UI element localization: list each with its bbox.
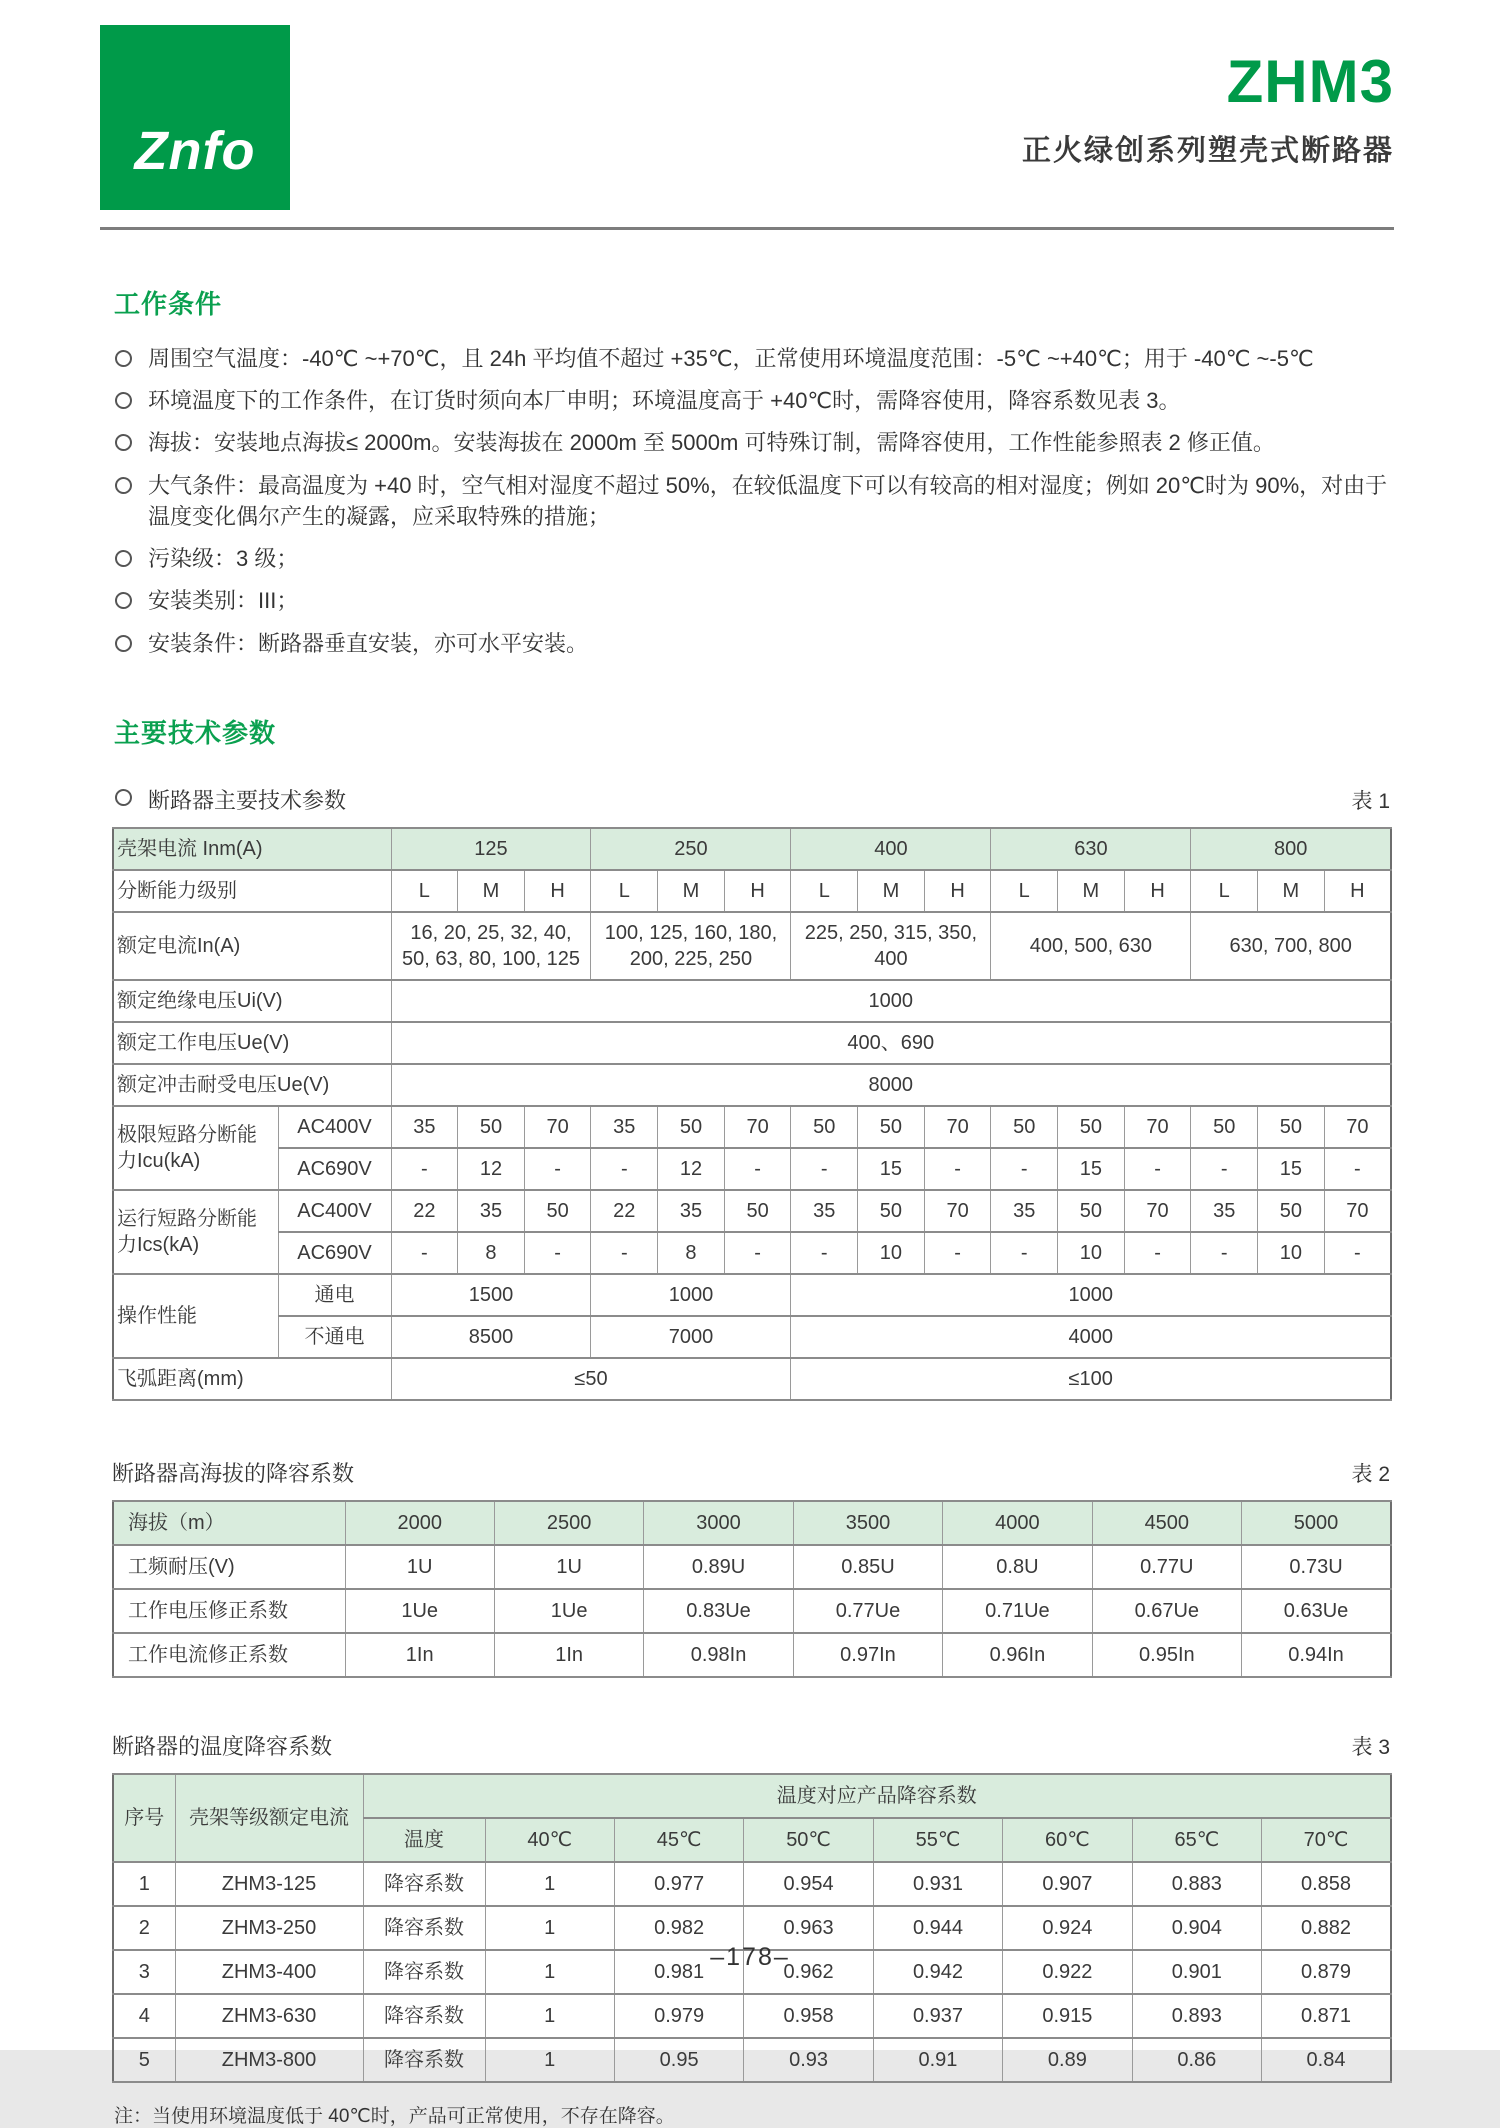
cell: 0.977 <box>614 1862 743 1906</box>
cell: 0.73U <box>1242 1545 1391 1589</box>
cell: 1 <box>485 2038 614 2082</box>
cell: 8500 <box>391 1316 591 1358</box>
header-cell: 3500 <box>793 1501 942 1545</box>
cell: 70 <box>524 1106 591 1148</box>
cell: 4000 <box>791 1316 1391 1358</box>
list-item-text: 环境温度下的工作条件，在订货时须向本厂申明；环境温度高于 +40℃时，需降容使用，降容系数见表 3。 <box>148 388 1181 414</box>
list-item-text: 周围空气温度：-40℃ ~+70℃，且 24h 平均值不超过 +35℃，正常使用环境温度范围：-5℃ ~+40℃；用于 -40℃ ~-5℃ <box>148 346 1314 371</box>
cell: 2 <box>113 1906 175 1950</box>
cell: 5 <box>113 2038 175 2082</box>
table-row <box>113 1358 1391 1400</box>
cell: 1 <box>113 1862 175 1906</box>
cell: L <box>591 870 658 912</box>
header-cell: 55℃ <box>873 1818 1002 1862</box>
header-cell: 温度对应产品降容系数 <box>363 1774 1391 1818</box>
product-model-title: ZHM3 <box>1226 48 1394 115</box>
cell: 400, 500, 630 <box>991 912 1191 980</box>
list-item-text: 海拔：安装地点海拔≤ 2000m。安装海拔在 2000m 至 5000m 可特殊订制，需降容使用，工作性能参照表 2 修正值。 <box>148 430 1275 456</box>
cell: H <box>1124 870 1191 912</box>
cell: 22 <box>391 1190 458 1232</box>
cell: 1000 <box>391 980 1391 1022</box>
cell: - <box>791 1148 858 1190</box>
cell: M <box>1258 870 1325 912</box>
header-cell: 40℃ <box>485 1818 614 1862</box>
cell: 50 <box>1258 1190 1325 1232</box>
cell: - <box>991 1232 1058 1274</box>
cell: 1U <box>494 1545 643 1589</box>
cell: - <box>1191 1148 1258 1190</box>
cell: 1In <box>494 1633 643 1677</box>
header-cell: 800 <box>1191 828 1391 870</box>
cell: 35 <box>791 1190 858 1232</box>
table-row <box>113 1316 1391 1358</box>
cell: 50 <box>991 1106 1058 1148</box>
cell: 15 <box>1058 1148 1125 1190</box>
cell: 0.979 <box>614 1994 743 2038</box>
header-cell: 4500 <box>1092 1501 1241 1545</box>
cell: 10 <box>1058 1232 1125 1274</box>
cell: 50 <box>858 1106 925 1148</box>
page-number: –178– <box>710 1943 790 1971</box>
cell: 12 <box>658 1148 725 1190</box>
header-cell: 3000 <box>644 1501 793 1545</box>
cell: 8000 <box>391 1064 1391 1106</box>
row-label-cell: 工作电流修正系数 <box>113 1633 345 1677</box>
circle-bullet-icon <box>115 477 132 494</box>
cell: 0.77Ue <box>793 1589 942 1633</box>
cell: 50 <box>658 1106 725 1148</box>
temperature-derating-table <box>112 1773 1392 2083</box>
cell: 3 <box>113 1950 175 1994</box>
row-label-cell: 分断能力级别 <box>113 870 391 912</box>
cell: - <box>524 1232 591 1274</box>
row-label-cell: 工作电压修正系数 <box>113 1589 345 1633</box>
row-label-cell: 操作性能 <box>113 1274 278 1358</box>
cell: 70 <box>1324 1190 1391 1232</box>
header-divider <box>100 227 1394 230</box>
cell: 0.93 <box>744 2038 873 2082</box>
cell: ZHM3-125 <box>175 1862 363 1906</box>
cell: 0.883 <box>1132 1862 1261 1906</box>
row-sublabel-cell: 不通电 <box>278 1316 391 1358</box>
header-cell: 序号 <box>113 1774 175 1862</box>
cell: 35 <box>991 1190 1058 1232</box>
cell: 35 <box>591 1106 658 1148</box>
cell: ZHM3-250 <box>175 1906 363 1950</box>
cell: 0.942 <box>873 1950 1002 1994</box>
cell: 降容系数 <box>363 1950 485 1994</box>
cell: 0.84 <box>1262 2038 1391 2082</box>
cell: - <box>791 1232 858 1274</box>
cell: 8 <box>458 1232 525 1274</box>
cell: ≤100 <box>791 1358 1391 1400</box>
table-row <box>113 1501 1391 1545</box>
list-item <box>112 470 1392 532</box>
cell: M <box>458 870 525 912</box>
list-item-text: 大气条件：最高温度为 +40 时，空气相对湿度不超过 50%，在较低温度下可以有较高的相对湿度；例如 20℃时为 90%，对由于温度变化偶尔产生的凝露，应采取特殊的措施； <box>148 472 1388 529</box>
cell: 0.904 <box>1132 1906 1261 1950</box>
table1-caption-text: 断路器主要技术参数 <box>148 787 347 813</box>
cell: 1 <box>485 1994 614 2038</box>
table-row <box>113 1274 1391 1316</box>
table-row <box>113 980 1391 1022</box>
cell: - <box>1124 1148 1191 1190</box>
cell: 0.882 <box>1262 1906 1391 1950</box>
cell: 降容系数 <box>363 1862 485 1906</box>
list-item <box>112 628 1392 659</box>
cell: 0.8U <box>943 1545 1092 1589</box>
table-row <box>113 2038 1391 2082</box>
cell: 70 <box>724 1106 791 1148</box>
cell: 0.97In <box>793 1633 942 1677</box>
header-cell: 2500 <box>494 1501 643 1545</box>
cell: 22 <box>591 1190 658 1232</box>
header-cell: 温度 <box>363 1818 485 1862</box>
row-sublabel-cell: AC690V <box>278 1232 391 1274</box>
cell: 100, 125, 160, 180, 200, 225, 250 <box>591 912 791 980</box>
row-label-cell: 工频耐压(V) <box>113 1545 345 1589</box>
table2-caption: 断路器高海拔的降容系数 <box>112 1460 355 1486</box>
row-label-cell: 额定绝缘电压Ui(V) <box>113 980 391 1022</box>
header-cell: 65℃ <box>1132 1818 1261 1862</box>
header-cell: 海拔（m） <box>113 1501 345 1545</box>
cell: 0.71Ue <box>943 1589 1092 1633</box>
page-content <box>112 284 1392 2128</box>
cell: 12 <box>458 1148 525 1190</box>
cell: L <box>391 870 458 912</box>
circle-bullet-icon <box>115 392 132 409</box>
cell: 0.89 <box>1003 2038 1132 2082</box>
table-row <box>113 1862 1391 1906</box>
list-item-text: 安装条件：断路器垂直安装，亦可水平安装。 <box>148 630 589 656</box>
cell: L <box>991 870 1058 912</box>
table3-tag: 表 3 <box>1351 1735 1390 1759</box>
cell: 7000 <box>591 1316 791 1358</box>
cell: 8 <box>658 1232 725 1274</box>
cell: - <box>591 1148 658 1190</box>
header-cell: 60℃ <box>1003 1818 1132 1862</box>
row-label-cell: 飞弧距离(mm) <box>113 1358 391 1400</box>
cell: 0.91 <box>873 2038 1002 2082</box>
circle-bullet-icon <box>115 592 132 609</box>
section-heading-working-conditions: 工作条件 <box>114 289 223 319</box>
table-row <box>113 1190 1391 1232</box>
row-sublabel-cell: AC400V <box>278 1190 391 1232</box>
cell: 0.95 <box>614 2038 743 2082</box>
cell: 1 <box>485 1950 614 1994</box>
cell: 0.901 <box>1132 1950 1261 1994</box>
cell: ZHM3-800 <box>175 2038 363 2082</box>
cell: 1Ue <box>345 1589 494 1633</box>
table1-caption-row <box>112 784 1392 815</box>
cell: 降容系数 <box>363 1906 485 1950</box>
cell: - <box>724 1148 791 1190</box>
row-label-cell: 运行短路分断能力Ics(kA) <box>113 1190 278 1274</box>
cell: 50 <box>524 1190 591 1232</box>
cell: - <box>724 1232 791 1274</box>
altitude-derating-table <box>112 1500 1392 1678</box>
table-row <box>113 1232 1391 1274</box>
cell: 0.96In <box>943 1633 1092 1677</box>
cell: 0.893 <box>1132 1994 1261 2038</box>
cell: M <box>858 870 925 912</box>
table2-caption-row <box>112 1457 1392 1488</box>
table-row <box>113 1994 1391 2038</box>
brand-logo <box>100 25 290 210</box>
row-sublabel-cell: AC400V <box>278 1106 391 1148</box>
cell: 35 <box>391 1106 458 1148</box>
cell: 0.879 <box>1262 1950 1391 1994</box>
table-row <box>113 1589 1391 1633</box>
list-item <box>112 427 1392 458</box>
cell: ≤50 <box>391 1358 791 1400</box>
cell: 50 <box>858 1190 925 1232</box>
circle-bullet-icon <box>115 350 132 367</box>
cell: 50 <box>1058 1106 1125 1148</box>
cell: 0.77U <box>1092 1545 1241 1589</box>
cell: - <box>391 1232 458 1274</box>
circle-bullet-icon <box>115 434 132 451</box>
cell: M <box>1058 870 1125 912</box>
cell: 10 <box>858 1232 925 1274</box>
table3-caption: 断路器的温度降容系数 <box>112 1733 333 1759</box>
cell: 35 <box>1191 1190 1258 1232</box>
cell: 70 <box>924 1190 991 1232</box>
cell: 0.83Ue <box>644 1589 793 1633</box>
cell: - <box>924 1148 991 1190</box>
cell: 0.962 <box>744 1950 873 1994</box>
page-header <box>0 0 1500 230</box>
list-item <box>112 343 1392 374</box>
table-row <box>113 1022 1391 1064</box>
cell: 0.954 <box>744 1862 873 1906</box>
cell: 0.915 <box>1003 1994 1132 2038</box>
cell: 50 <box>791 1106 858 1148</box>
cell: H <box>1324 870 1391 912</box>
header-cell: 2000 <box>345 1501 494 1545</box>
cell: 0.931 <box>873 1862 1002 1906</box>
cell: - <box>591 1232 658 1274</box>
cell: 50 <box>1258 1106 1325 1148</box>
cell: 0.95In <box>1092 1633 1241 1677</box>
cell: 0.982 <box>614 1906 743 1950</box>
cell: 50 <box>458 1106 525 1148</box>
cell: - <box>391 1148 458 1190</box>
cell: 0.937 <box>873 1994 1002 2038</box>
cell: - <box>991 1148 1058 1190</box>
cell: 1500 <box>391 1274 591 1316</box>
cell: H <box>524 870 591 912</box>
cell: 16, 20, 25, 32, 40, 50, 63, 80, 100, 125 <box>391 912 591 980</box>
cell: 50 <box>724 1190 791 1232</box>
cell: 10 <box>1258 1232 1325 1274</box>
cell: 降容系数 <box>363 1994 485 2038</box>
section-heading-tech-params: 主要技术参数 <box>114 717 277 748</box>
cell: 0.98In <box>644 1633 793 1677</box>
cell: ZHM3-630 <box>175 1994 363 2038</box>
cell: 70 <box>1124 1190 1191 1232</box>
list-item <box>112 385 1392 416</box>
circle-bullet-icon <box>115 635 132 652</box>
cell: L <box>791 870 858 912</box>
list-item-text: 污染级：3 级； <box>148 546 299 572</box>
cell: 0.981 <box>614 1950 743 1994</box>
table3-footnote: 注：当使用环境温度低于 40℃时，产品可正常使用，不存在降容。 <box>114 2105 675 2127</box>
cell: 1000 <box>791 1274 1391 1316</box>
cell: 0.85U <box>793 1545 942 1589</box>
row-label-cell: 额定冲击耐受电压Ue(V) <box>113 1064 391 1106</box>
cell: 1 <box>485 1906 614 1950</box>
cell: - <box>1191 1232 1258 1274</box>
cell: 0.94In <box>1242 1633 1391 1677</box>
tech-params-table <box>112 827 1392 1401</box>
cell: - <box>524 1148 591 1190</box>
table-row <box>113 1064 1391 1106</box>
cell: 630, 700, 800 <box>1191 912 1391 980</box>
cell: - <box>924 1232 991 1274</box>
header-cell: 50℃ <box>744 1818 873 1862</box>
table-row <box>113 828 1391 870</box>
cell: 15 <box>858 1148 925 1190</box>
header-cell: 4000 <box>943 1501 1092 1545</box>
table-row <box>113 1106 1391 1148</box>
cell: 1000 <box>591 1274 791 1316</box>
cell: - <box>1324 1232 1391 1274</box>
row-sublabel-cell: 通电 <box>278 1274 391 1316</box>
cell: 35 <box>458 1190 525 1232</box>
cell: 0.907 <box>1003 1862 1132 1906</box>
cell: 400、690 <box>391 1022 1391 1064</box>
circle-bullet-icon <box>115 550 132 567</box>
working-conditions-list <box>112 343 1392 659</box>
brand-logo-text: Znfo <box>134 121 256 181</box>
cell: M <box>658 870 725 912</box>
cell: 70 <box>924 1106 991 1148</box>
table-row <box>113 912 1391 980</box>
cell: 0.63Ue <box>1242 1589 1391 1633</box>
table1-tag: 表 1 <box>1351 789 1390 813</box>
cell: 15 <box>1258 1148 1325 1190</box>
table2-tag: 表 2 <box>1351 1462 1390 1486</box>
header-cell: 5000 <box>1242 1501 1391 1545</box>
cell: ZHM3-400 <box>175 1950 363 1994</box>
cell: 0.86 <box>1132 2038 1261 2082</box>
cell: 0.944 <box>873 1906 1002 1950</box>
table-row <box>113 1774 1391 1818</box>
cell: 0.922 <box>1003 1950 1132 1994</box>
cell: 50 <box>1058 1190 1125 1232</box>
table1-caption <box>112 784 346 815</box>
cell: 降容系数 <box>363 2038 485 2082</box>
header-cell: 壳架等级额定电流 <box>175 1774 363 1862</box>
header-cell: 630 <box>991 828 1191 870</box>
header-title-block <box>1021 48 1394 169</box>
table-row <box>113 1545 1391 1589</box>
row-sublabel-cell: AC690V <box>278 1148 391 1190</box>
cell: 4 <box>113 1994 175 2038</box>
cell: L <box>1191 870 1258 912</box>
cell: 0.67Ue <box>1092 1589 1241 1633</box>
cell: 0.89U <box>644 1545 793 1589</box>
header-cell: 45℃ <box>614 1818 743 1862</box>
table-row <box>113 1633 1391 1677</box>
product-series-subtitle: 正火绿创系列塑壳式断路器 <box>1021 135 1394 167</box>
table3-caption-row <box>112 1730 1392 1761</box>
cell: 35 <box>658 1190 725 1232</box>
cell: 70 <box>1324 1106 1391 1148</box>
cell: - <box>1324 1148 1391 1190</box>
cell: 0.924 <box>1003 1906 1132 1950</box>
cell: 1In <box>345 1633 494 1677</box>
list-item <box>112 543 1392 574</box>
cell: 1 <box>485 1862 614 1906</box>
header-cell: 70℃ <box>1262 1818 1391 1862</box>
cell: - <box>1124 1232 1191 1274</box>
list-item-text: 安装类别：III； <box>148 588 299 614</box>
cell: H <box>724 870 791 912</box>
cell: H <box>924 870 991 912</box>
row-label-cell: 额定工作电压Ue(V) <box>113 1022 391 1064</box>
cell: 0.858 <box>1262 1862 1391 1906</box>
header-cell: 壳架电流 Inm(A) <box>113 828 391 870</box>
cell: 0.871 <box>1262 1994 1391 2038</box>
list-item <box>112 585 1392 616</box>
header-cell: 250 <box>591 828 791 870</box>
cell: 1U <box>345 1545 494 1589</box>
row-label-cell: 额定电流In(A) <box>113 912 391 980</box>
cell: 1Ue <box>494 1589 643 1633</box>
table-row <box>113 870 1391 912</box>
row-label-cell: 极限短路分断能力Icu(kA) <box>113 1106 278 1190</box>
table-row <box>113 1148 1391 1190</box>
cell: 0.963 <box>744 1906 873 1950</box>
header-cell: 125 <box>391 828 591 870</box>
header-cell: 400 <box>791 828 991 870</box>
cell: 225, 250, 315, 350, 400 <box>791 912 991 980</box>
cell: 0.958 <box>744 1994 873 2038</box>
cell: 70 <box>1124 1106 1191 1148</box>
circle-bullet-icon <box>115 789 132 806</box>
cell: 50 <box>1191 1106 1258 1148</box>
